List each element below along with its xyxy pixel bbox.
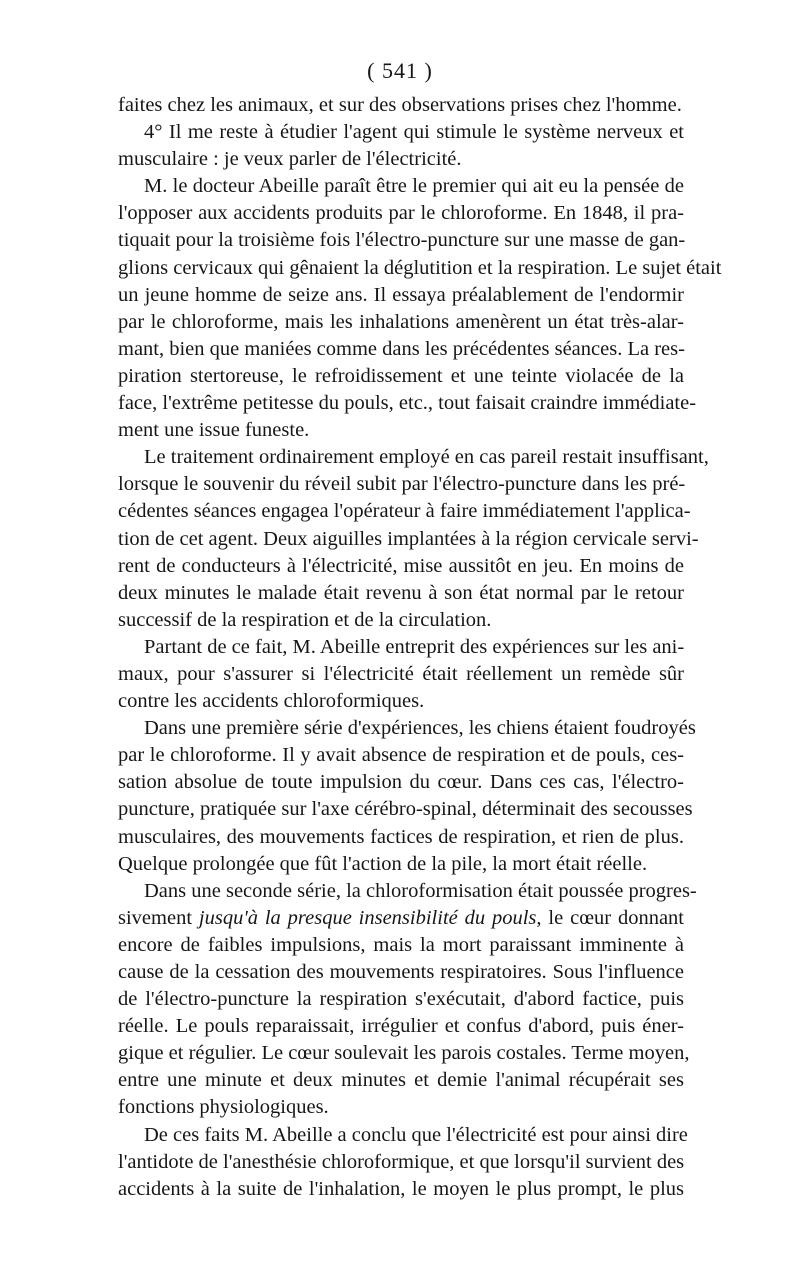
- text-line: Dans une seconde série, la chloroformisation était poussée progres-: [144, 879, 697, 902]
- text-line: mant, bien que maniées comme dans les précédentes séances. La res-: [118, 337, 685, 360]
- text-line: Quelque prolongée que fût l'action de la pile, la mort était réelle.: [118, 852, 648, 875]
- text-line: Dans une première série d'expériences, les chiens étaient foudroyés: [144, 717, 696, 740]
- text-line: sation absolue de toute impulsion du cœur. Dans ces cas, l'électro-: [118, 771, 684, 794]
- text-line: gique et régulier. Le cœur soulevait les parois costales. Terme moyen,: [118, 1042, 690, 1065]
- text-line: cédentes séances engagea l'opérateur à faire immédiatement l'applica-: [118, 500, 691, 523]
- text-line: Partant de ce fait, M. Abeille entreprit des expériences sur les ani-: [144, 635, 685, 658]
- text-line: accidents à la suite de l'inhalation, le moyen le plus prompt, le plus: [118, 1177, 684, 1200]
- text-line: entre une minute et deux minutes et demie l'animal récupérait ses: [118, 1069, 684, 1092]
- text-line: successif de la respiration et de la circulation.: [118, 608, 492, 631]
- text-line: puncture, pratiquée sur l'axe cérébro-spinal, déterminait des secousses: [118, 798, 693, 821]
- text-line: ment une issue funeste.: [118, 419, 310, 442]
- italic-phrase: jusqu'à la presque insensibilité du pouls: [198, 906, 537, 929]
- body-text: [118, 92, 722, 1203]
- text-line: de l'électro-puncture la respiration s'exécutait, d'abord factice, puis: [118, 988, 684, 1011]
- text-line: réelle. Le pouls reparaissait, irrégulier et confus d'abord, puis éner-: [118, 1015, 684, 1038]
- page-number: ( 541 ): [367, 58, 433, 83]
- text-line: face, l'extrême petitesse du pouls, etc., tout faisait craindre immédiate-: [118, 392, 697, 415]
- text-line: fonctions physiologiques.: [118, 1096, 329, 1119]
- text-line: M. le docteur Abeille paraît être le premier qui ait eu la pensée de: [144, 175, 684, 198]
- text-line: lorsque le souvenir du réveil subit par l'électro-puncture dans les pré-: [118, 473, 686, 496]
- text-line: 4° Il me reste à étudier l'agent qui stimule le système nerveux et: [144, 121, 684, 144]
- text-segment: , le cœur donnant: [536, 906, 684, 929]
- text-line: deux minutes le malade était revenu à son état normal par le retour: [118, 581, 684, 604]
- text-line: [118, 905, 684, 932]
- text-line: cause de la cessation des mouvements respiratoires. Sous l'influence: [118, 961, 684, 983]
- text-line: piration stertoreuse, le refroidissement et une teinte violacée de la: [118, 364, 684, 387]
- text-line: maux, pour s'assurer si l'électricité était réellement un remède sûr: [118, 662, 684, 685]
- text-line: un jeune homme de seize ans. Il essaya préalablement de l'endormir: [118, 283, 684, 306]
- text-line: par le chloroforme. Il y avait absence de respiration et de pouls, ces-: [118, 744, 684, 767]
- text-line: contre les accidents chloroformiques.: [118, 690, 425, 713]
- text-line: glions cervicaux qui gênaient la déglutition et la respiration. Le sujet était: [118, 256, 722, 279]
- text-line: par le chloroforme, mais les inhalations amenèrent un état très-alar-: [118, 310, 684, 333]
- text-line: tiquait pour la troisième fois l'électro-puncture sur une masse de gan-: [118, 229, 686, 252]
- text-line: l'antidote de l'anesthésie chloroformique, et que lorsqu'il survient des: [118, 1150, 685, 1173]
- text-line: rent de conducteurs à l'électricité, mise aussitôt en jeu. En moins de: [118, 554, 684, 577]
- text-line: encore de faibles impulsions, mais la mort paraissant imminente à: [118, 933, 684, 956]
- text-line: tion de cet agent. Deux aiguilles implantées à la région cervicale servi-: [118, 527, 699, 550]
- text-line: musculaires, des mouvements factices de respiration, et rien de plus.: [118, 825, 684, 848]
- text-line: faites chez les animaux, et sur des observations prises chez l'homme.: [118, 94, 682, 116]
- text-line: Le traitement ordinairement employé en cas pareil restait insuffisant,: [144, 446, 709, 469]
- text-line: musculaire : je veux parler de l'électricité.: [118, 148, 462, 171]
- text-line: l'opposer aux accidents produits par le chloroforme. En 1848, il pra-: [118, 202, 684, 225]
- text-segment: sivement: [118, 906, 199, 929]
- text-line: De ces faits M. Abeille a conclu que l'électricité est pour ainsi dire: [144, 1123, 688, 1146]
